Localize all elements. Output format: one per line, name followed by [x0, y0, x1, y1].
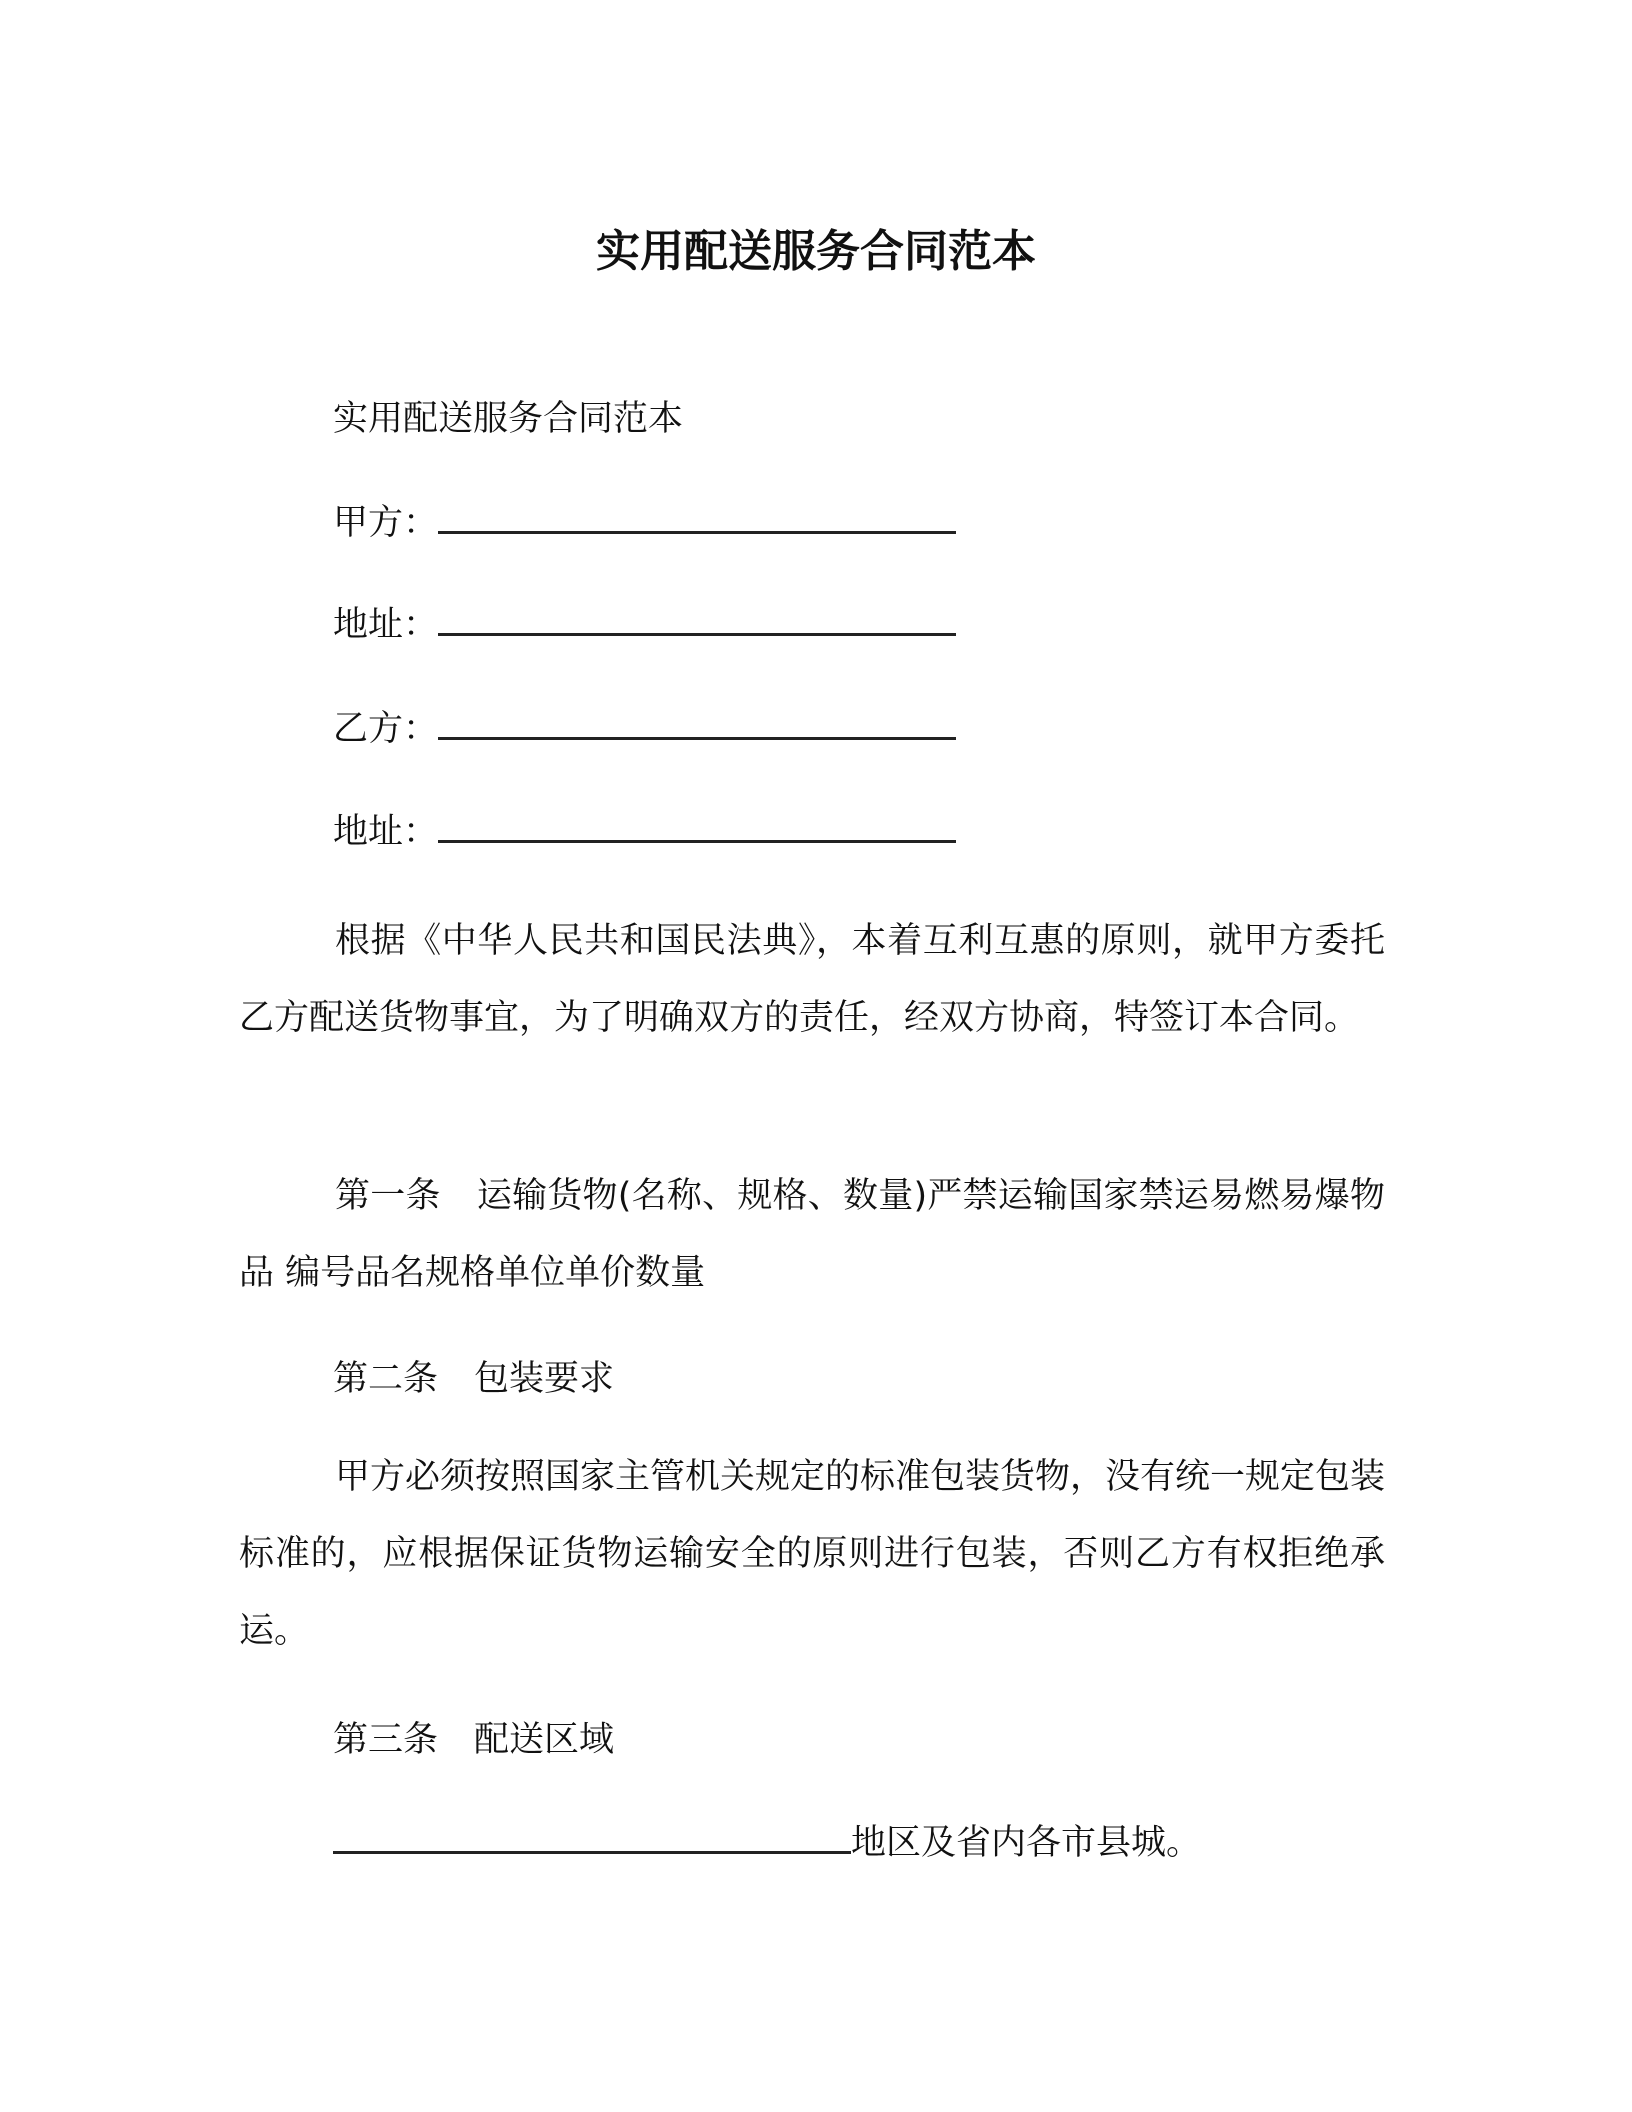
document-title: 实用配送服务合同范本 — [596, 226, 1036, 277]
article-1-heading: 第一条 — [335, 1176, 441, 1216]
intro-paragraph: 根据《中华人民共和国民法典》，本着互利互惠的原则，就甲方委托乙方配送货物事宜，为了明确双方的责任，经双方协商，特签订本合同。 — [239, 921, 1385, 1038]
address-b-line — [333, 808, 956, 856]
region-blank[interactable] — [333, 1821, 851, 1854]
region-text: 地区及省内各市县城。 — [851, 1823, 1202, 1863]
address-a-line — [333, 601, 956, 649]
article-1-text: 运输货物(名称、规格、数量)严禁运输国家禁运易燃易爆物品 编号品名规格单位单价数量 — [239, 1176, 1385, 1293]
address-b-label: 地址： — [333, 812, 439, 852]
party-a-line — [333, 499, 956, 547]
article-2-heading: 第二条 — [333, 1359, 439, 1399]
article-2-text: 包装要求 — [474, 1359, 615, 1399]
article-2 — [333, 1355, 614, 1403]
party-b-blank[interactable] — [438, 707, 956, 740]
article-1 — [239, 1158, 1385, 1312]
article-3-text: 配送区域 — [474, 1720, 615, 1760]
document-subtitle: 实用配送服务合同范本 — [333, 399, 684, 439]
address-a-blank[interactable] — [438, 603, 956, 636]
address-b-blank[interactable] — [438, 810, 956, 843]
party-a-label: 甲方： — [333, 503, 439, 543]
article-3-heading: 第三条 — [333, 1720, 439, 1760]
party-b-line — [333, 705, 956, 753]
article-2-body: 甲方必须按照国家主管机关规定的标准包装货物，没有统一规定包装标准的，应根据保证货物运输安全的原则进行包装，否则乙方有权拒绝承运。 — [239, 1457, 1386, 1651]
party-b-label: 乙方： — [333, 709, 439, 749]
address-a-label: 地址： — [333, 605, 439, 645]
article-3 — [333, 1716, 614, 1764]
region-line — [333, 1819, 1201, 1867]
party-a-blank[interactable] — [438, 501, 956, 534]
